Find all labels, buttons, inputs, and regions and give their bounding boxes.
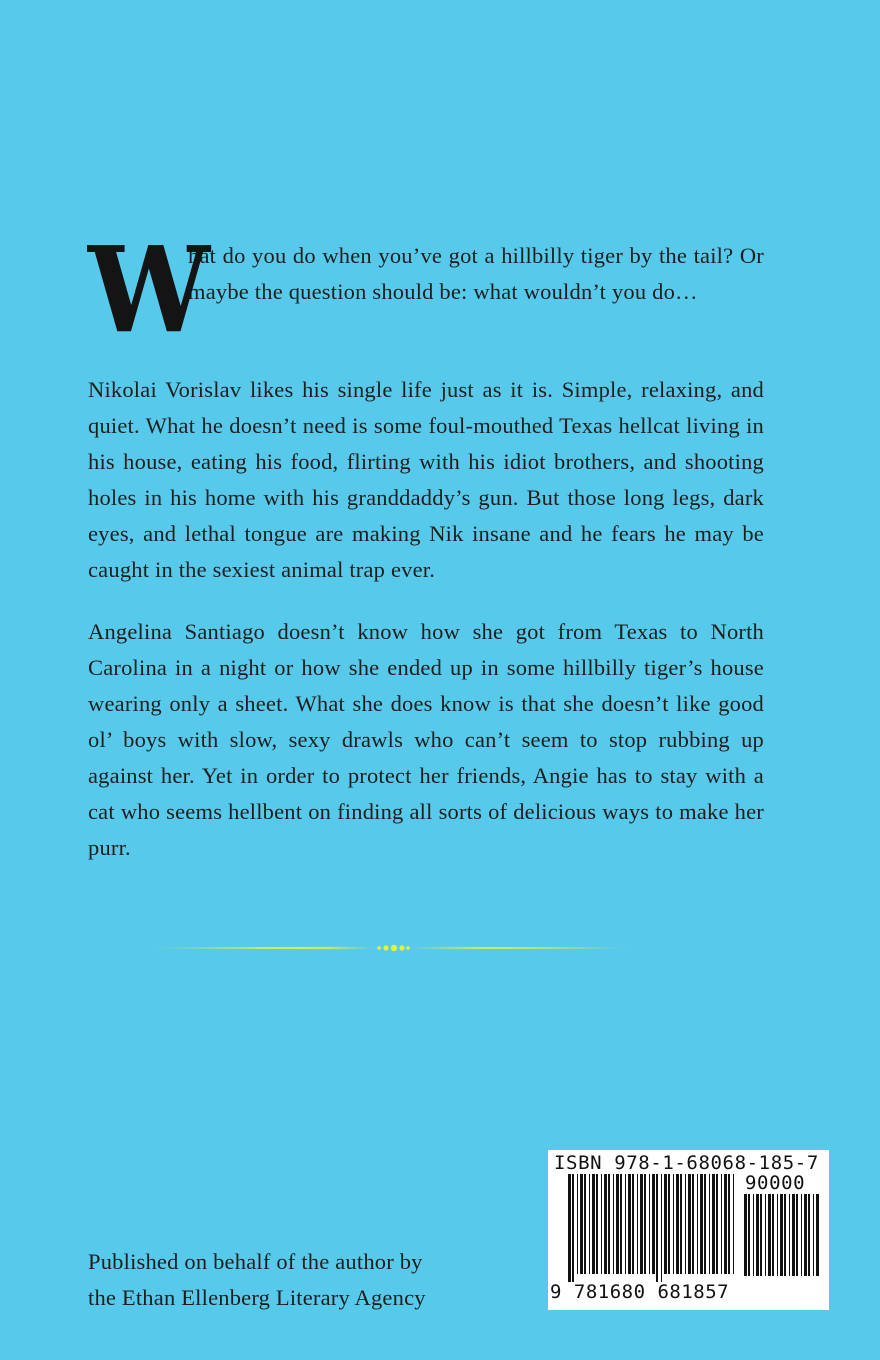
barcode-bar [625,1174,626,1274]
barcode-bar [613,1174,614,1274]
barcode-bar [733,1174,734,1274]
barcode-bar [601,1174,602,1274]
barcode-bar [792,1194,795,1276]
barcode-bar [580,1174,583,1274]
blurb-paragraph-angelina: Angelina Santiago doesn’t know how she got from Texas to North Carolina in a night or how she ended up in some hillbilly tiger’s house wearing only a sheet. What she does know is that she doesn’t like good ol’ boys with slow, sexy drawls who can’t seem to stop rubbing up against her. Yet in order to protect her friends, Angie has to stay with a cat who seems hellbent on finding all sorts of delicious ways to make her purr. [88,619,764,860]
barcode-bar [697,1174,698,1274]
barcode-bar [637,1174,638,1274]
barcode-bar [780,1194,783,1276]
barcode-bar [568,1174,571,1282]
barcode-bar [700,1174,703,1274]
barcode-bar [712,1174,715,1274]
blurb-intro-paragraph [88,220,764,359]
price-code: 90000 [745,1172,806,1194]
barcode-bar [673,1174,674,1274]
barcode-bar [765,1194,766,1276]
barcode-bar [649,1174,650,1274]
barcode-bar [813,1194,814,1276]
barcode-bar [789,1194,790,1276]
barcode-bar [688,1174,691,1274]
barcode-bar [724,1174,727,1274]
barcode-bar [777,1194,778,1276]
isbn-barcode [548,1150,829,1310]
barcode-bar [620,1174,622,1274]
barcode-bar [664,1174,667,1274]
barcode-bar [656,1174,658,1282]
barcode-bar [756,1194,759,1276]
barcode-bar [572,1174,574,1282]
publisher-line-1: Published on behalf of the author by [88,1249,423,1274]
barcode-bar [753,1194,754,1276]
isbn-number: ISBN 978-1-68068-185-7 [554,1152,819,1174]
barcode-bar [589,1174,590,1274]
barcode-bar [748,1194,750,1276]
barcode-bar [652,1174,655,1274]
barcode-bar [816,1194,819,1276]
barcode-bar [716,1174,718,1274]
ean-digits: 9 781680 681857 [550,1281,730,1303]
back-cover-blurb [88,220,764,892]
barcode-bar [744,1194,747,1276]
barcode-bar [692,1174,694,1274]
barcode-bar [760,1194,762,1276]
barcode-bar [592,1174,595,1274]
barcode-bar [640,1174,643,1274]
barcode-bar [704,1174,706,1274]
barcode-bar [604,1174,607,1274]
barcode-bar [796,1194,798,1276]
drop-cap-letter: W [88,220,211,359]
barcode-bar [628,1174,631,1274]
barcode-bar [680,1174,682,1274]
blurb-paragraph-nikolai: Nikolai Vorislav likes his single life just as it is. Simple, relaxing, and quiet. What he doesn’t need is some foul-mouthed Texas hellcat living in his house, eating his food, flirting with his idiot brothers, and shooting holes in his home with his granddaddy’s gun. But those long legs, dark eyes, and lethal tongue are making Nik insane and he fears he may be caught in the sexiest animal trap ever. [88,377,764,582]
intro-text: hat do you do when you’ve got a hillbilly tiger by the tail? Or maybe the question should be: what wouldn’t you do… [188,243,764,304]
barcode-bar [721,1174,722,1274]
barcode-bar [632,1174,634,1274]
barcode-bar [768,1194,771,1276]
ean-barcode-bars [568,1174,738,1282]
ornamental-divider [138,944,638,952]
publisher-credit [88,1244,426,1316]
barcode-bar [804,1194,807,1276]
barcode-bar [676,1174,679,1274]
barcode-bar [616,1174,619,1274]
barcode-bar [709,1174,710,1274]
barcode-bar [584,1174,586,1274]
barcode-bar [661,1174,662,1282]
barcode-bar [801,1194,802,1276]
barcode-bar [596,1174,598,1274]
barcode-bar [772,1194,774,1276]
barcode-bar [577,1174,578,1274]
barcode-bar [728,1174,730,1274]
barcode-bar [608,1174,610,1274]
barcode-bar [808,1194,810,1276]
publisher-line-2: the Ethan Ellenberg Literary Agency [88,1285,426,1310]
barcode-bar [685,1174,686,1274]
barcode-bar [644,1174,646,1274]
barcode-bar [668,1174,670,1274]
barcode-bar [784,1194,786,1276]
addon-barcode-bars [744,1194,822,1284]
